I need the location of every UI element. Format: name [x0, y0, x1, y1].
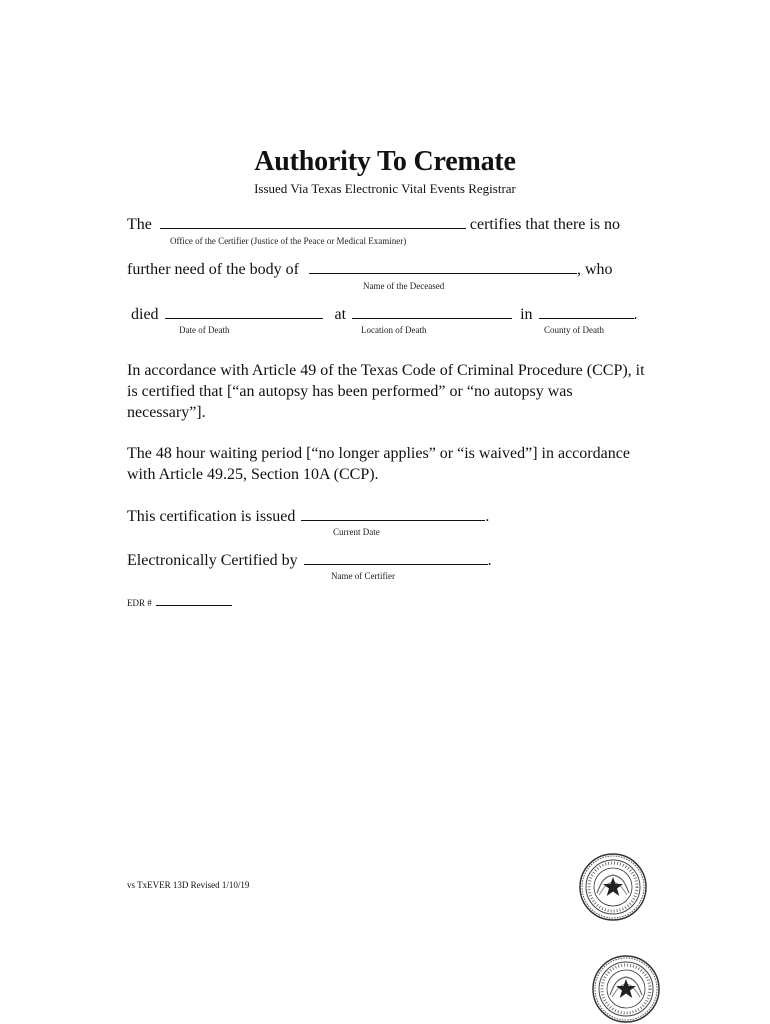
texas-state-seal-1-seal-icon — [579, 853, 647, 921]
waiting-period-paragraph: The 48 hour waiting period [“no longer applies” or “is waived”] in accordance with Article 49.25, Section 10A (CCP). — [127, 445, 630, 483]
document-subtitle: Issued Via Texas Electronic Vital Events Registrar — [254, 181, 516, 196]
current-date-blank[interactable] — [301, 506, 485, 521]
the-label: The — [127, 216, 152, 233]
edr-line — [127, 596, 232, 608]
certifier-office-blank[interactable] — [160, 214, 466, 229]
texas-state-seal-2-seal-icon — [592, 955, 660, 1023]
further-need-label: further need of the body of — [127, 261, 299, 278]
edr-number-blank[interactable] — [156, 596, 232, 606]
death-details-line — [131, 304, 638, 324]
certified-period: . — [487, 552, 492, 569]
certifies-label: certifies that there is no — [469, 216, 621, 233]
at-label: at — [334, 306, 347, 323]
issued-label: This certification is issued — [127, 508, 296, 525]
who-label: , who — [576, 261, 613, 278]
issued-period: . — [485, 508, 490, 525]
deceased-caption: Name of the Deceased — [363, 281, 445, 291]
date-of-death-blank[interactable] — [165, 304, 323, 319]
in-label: in — [520, 306, 533, 323]
county-of-death-caption: County of Death — [544, 325, 604, 335]
date-of-death-caption: Date of Death — [179, 325, 230, 335]
location-of-death-caption: Location of Death — [361, 325, 427, 335]
county-of-death-blank[interactable] — [539, 304, 634, 319]
edr-label: EDR # — [127, 598, 152, 608]
certifier-caption: Office of the Certifier (Justice of the Peace or Medical Examiner) — [170, 236, 407, 246]
certifier-name-blank[interactable] — [304, 550, 488, 565]
autopsy-paragraph: In accordance with Article 49 of the Texas Code of Criminal Procedure (CCP), it is certified that [“an autopsy has been performed” or “no autopsy was necessary”]. — [127, 362, 645, 421]
certifier-name-caption: Name of Certifier — [331, 571, 395, 581]
certified-by-label: Electronically Certified by — [127, 552, 298, 569]
deceased-name-blank[interactable] — [309, 259, 577, 274]
certifier-line — [127, 214, 620, 234]
died-label: died — [131, 306, 159, 323]
document-title: Authority To Cremate — [254, 146, 516, 177]
certified-by-line — [127, 550, 492, 570]
line3-period: . — [633, 306, 638, 323]
location-of-death-blank[interactable] — [352, 304, 512, 319]
issued-line — [127, 506, 489, 526]
form-revision: vs TxEVER 13D Revised 1/10/19 — [127, 880, 250, 890]
current-date-caption: Current Date — [333, 527, 380, 537]
deceased-line — [127, 259, 613, 279]
